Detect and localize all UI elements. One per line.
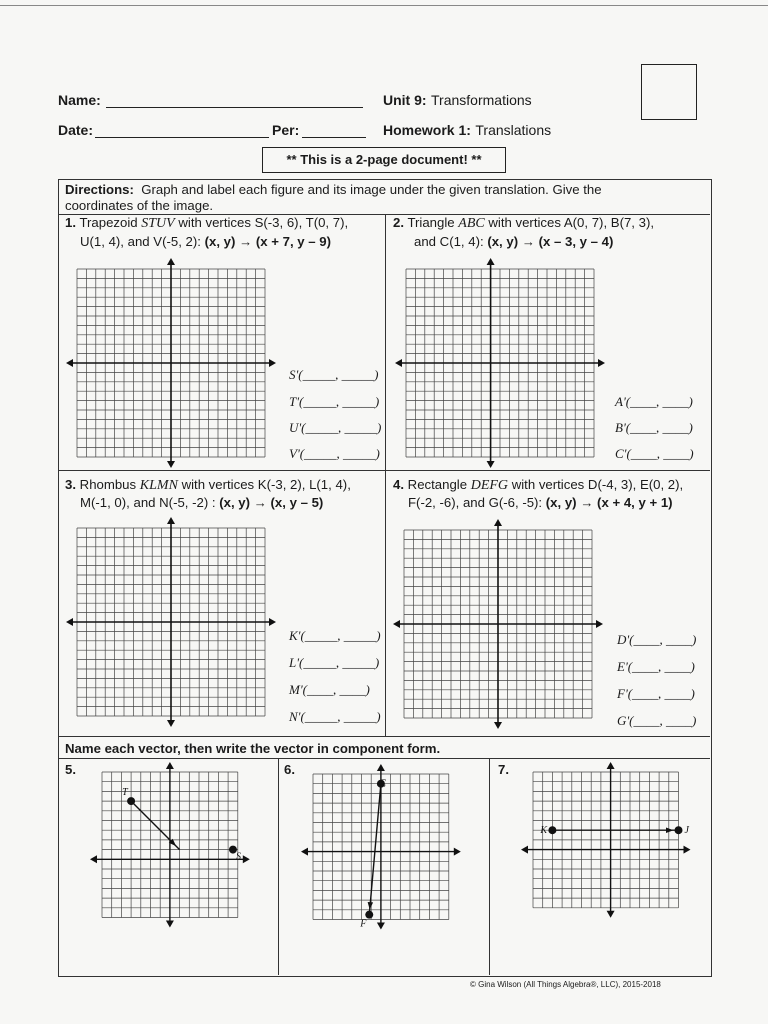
answer-a-prime[interactable]: A'(____, ____) <box>615 394 693 409</box>
problem-4-vertices-2: F(-2, -6), and G(-6, -5): <box>408 495 546 510</box>
coordinate-grid-3[interactable] <box>65 518 275 728</box>
problem-3-line-1 <box>65 475 351 495</box>
problem-3-vertices-2: M(-1, 0), and N(-5, -2) : <box>80 495 220 510</box>
x-axis-arrow-right <box>454 848 461 856</box>
x-axis-arrow-left <box>66 618 73 626</box>
problem-2-line-1 <box>393 213 654 233</box>
x-axis-arrow-right <box>598 359 605 367</box>
problem-3-rule: (x, y) → (x, y – 5) <box>219 495 324 510</box>
vector-divider-heading <box>58 758 710 759</box>
vector-7-arrow-head <box>666 827 674 832</box>
y-axis-arrow-down <box>494 722 502 729</box>
answer-n-prime[interactable]: N'(_____, _____) <box>289 709 381 724</box>
vector-grid-5[interactable] <box>90 762 258 938</box>
answer-c-prime[interactable]: C'(____, ____) <box>615 446 694 461</box>
y-axis-arrow-up <box>166 762 174 769</box>
problem-4-line-2 <box>408 493 673 512</box>
vector-col-divider-2 <box>489 758 490 975</box>
homework-value: Translations <box>475 122 552 138</box>
problem-3-figure: KLMN <box>139 478 178 493</box>
answer-v-prime[interactable]: V'(_____, _____) <box>289 446 380 461</box>
y-axis-arrow-up <box>167 258 175 265</box>
y-axis-arrow-down <box>166 921 174 928</box>
problem-2-rule: (x, y) → (x – 3, y – 4) <box>487 234 614 249</box>
y-axis-arrow-up <box>607 762 615 769</box>
vector-7-label-j: J <box>684 825 689 837</box>
homework-line <box>383 122 551 140</box>
period-label: Per: <box>272 122 300 138</box>
x-axis-arrow-right <box>243 855 250 863</box>
problem-2-vertices: with vertices A(0, 7), B(7, 3), <box>484 215 655 230</box>
coordinate-grid-1[interactable] <box>65 255 275 465</box>
vector-grid-6[interactable] <box>299 760 469 934</box>
answer-b-prime[interactable]: B'(____, ____) <box>615 420 693 435</box>
answer-e-prime[interactable]: E'(____, ____) <box>617 659 695 674</box>
vector-6-number: 6. <box>284 762 295 777</box>
x-axis-arrow-right <box>596 620 603 628</box>
vector-7-number: 7. <box>498 762 509 777</box>
y-axis-arrow-up <box>377 764 385 771</box>
problem-3-text: Rhombus <box>79 477 140 492</box>
answer-m-prime[interactable]: M'(____, ____) <box>289 682 370 697</box>
y-axis-arrow-down <box>167 720 175 727</box>
problem-1-vertices: with vertices S(-3, 6), T(0, 7), <box>174 215 349 230</box>
answer-k-prime[interactable]: K'(_____, _____) <box>289 628 381 643</box>
x-axis-arrow-left <box>393 620 400 628</box>
period-field[interactable] <box>302 137 366 138</box>
answer-u-prime[interactable]: U'(_____, _____) <box>289 420 382 435</box>
x-axis-arrow-left <box>90 855 97 863</box>
answer-l-prime[interactable]: L'(_____, _____) <box>289 655 380 670</box>
copyright-footer: © Gina Wilson (All Things Algebra®, LLC), 2015-2018 <box>470 980 661 989</box>
problem-1-vertices-2: U(1, 4), and V(-5, 2): <box>80 234 205 249</box>
two-page-banner: ** This is a 2-page document! ** <box>262 147 506 173</box>
y-axis-arrow-up <box>487 258 495 265</box>
row-divider <box>58 470 710 471</box>
problem-1-number: 1. <box>65 215 76 230</box>
vector-6-label-f: F <box>360 918 367 930</box>
problem-1-rule: (x, y) → (x + 7, y – 9) <box>204 234 332 249</box>
problem-2-vertices-2: and C(1, 4): <box>414 234 488 249</box>
problem-3-line-2 <box>80 493 323 512</box>
problem-4-text: Rectangle <box>407 477 471 492</box>
vector-5-label-t: T <box>122 787 128 799</box>
problem-1-figure: STUV <box>141 216 175 231</box>
vector-5-point-t <box>127 797 135 805</box>
answer-f-prime[interactable]: F'(____, ____) <box>617 686 695 701</box>
problem-3-number: 3. <box>65 477 76 492</box>
coordinate-grid-2[interactable] <box>394 257 604 467</box>
y-axis-arrow-down <box>487 461 495 468</box>
problem-2-line-2 <box>414 232 613 251</box>
problem-1-line-2 <box>80 232 331 251</box>
problem-4-figure: DEFG <box>470 478 509 493</box>
date-field[interactable] <box>95 137 269 138</box>
x-axis-arrow-right <box>269 359 276 367</box>
y-axis-arrow-up <box>167 517 175 524</box>
name-label: Name: <box>58 92 101 108</box>
problem-4-line-1 <box>393 475 683 495</box>
y-axis-arrow-down <box>377 923 385 930</box>
vector-divider-top <box>58 736 710 737</box>
problem-4-number: 4. <box>393 477 404 492</box>
vector-6-label-e: E <box>379 778 387 790</box>
problem-1-text: Trapezoid <box>79 215 142 230</box>
vector-7-point-j <box>675 826 683 834</box>
unit-value: Transformations <box>431 92 532 108</box>
x-axis-arrow-left <box>521 846 528 854</box>
problem-2-text: Triangle <box>407 215 459 230</box>
x-axis-arrow-right <box>684 846 691 854</box>
y-axis-arrow-up <box>494 519 502 526</box>
problem-2-figure: ABC <box>458 216 485 231</box>
coordinate-grid-4[interactable] <box>392 518 602 728</box>
center-divider <box>385 214 386 736</box>
score-box[interactable] <box>641 64 697 120</box>
answer-g-prime[interactable]: G'(____, ____) <box>617 713 697 728</box>
problem-4-vertices: with vertices D(-4, 3), E(0, 2), <box>508 477 684 492</box>
name-field[interactable] <box>106 107 363 108</box>
x-axis-arrow-left <box>66 359 73 367</box>
x-axis-arrow-right <box>269 618 276 626</box>
problem-2-number: 2. <box>393 215 404 230</box>
unit-label: Unit 9: <box>383 92 427 108</box>
vector-5-number: 5. <box>65 762 76 777</box>
problem-3-vertices: with vertices K(-3, 2), L(1, 4), <box>177 477 351 492</box>
unit-line <box>383 92 532 110</box>
problem-4-rule: (x, y) → (x + 4, y + 1) <box>545 495 673 510</box>
top-edge-line <box>0 5 768 6</box>
answer-t-prime[interactable]: T'(_____, _____) <box>289 394 380 409</box>
vector-7-point-k <box>548 826 556 834</box>
vector-col-divider-1 <box>278 758 279 975</box>
directions-text-2: coordinates of the image. <box>65 198 214 213</box>
answer-s-prime[interactable]: S'(_____, _____) <box>289 367 379 382</box>
directions-label: Directions: <box>65 182 134 197</box>
vector-5-label-s: S <box>235 851 241 863</box>
homework-label: Homework 1: <box>383 122 471 138</box>
directions-text-1: Graph and label each figure and its image under the given translation. Give the <box>141 182 602 197</box>
y-axis-arrow-down <box>607 911 615 918</box>
x-axis-arrow-left <box>301 848 308 856</box>
vector-6-point-f <box>365 911 373 919</box>
vector-grid-7[interactable] <box>519 762 695 930</box>
answer-d-prime[interactable]: D'(____, ____) <box>617 632 697 647</box>
problem-1-line-1 <box>65 213 348 233</box>
x-axis-arrow-left <box>395 359 402 367</box>
date-label: Date: <box>58 122 94 138</box>
vector-7-label-k: K <box>540 825 548 837</box>
vector-section-heading: Name each vector, then write the vector in component form. <box>65 741 441 756</box>
